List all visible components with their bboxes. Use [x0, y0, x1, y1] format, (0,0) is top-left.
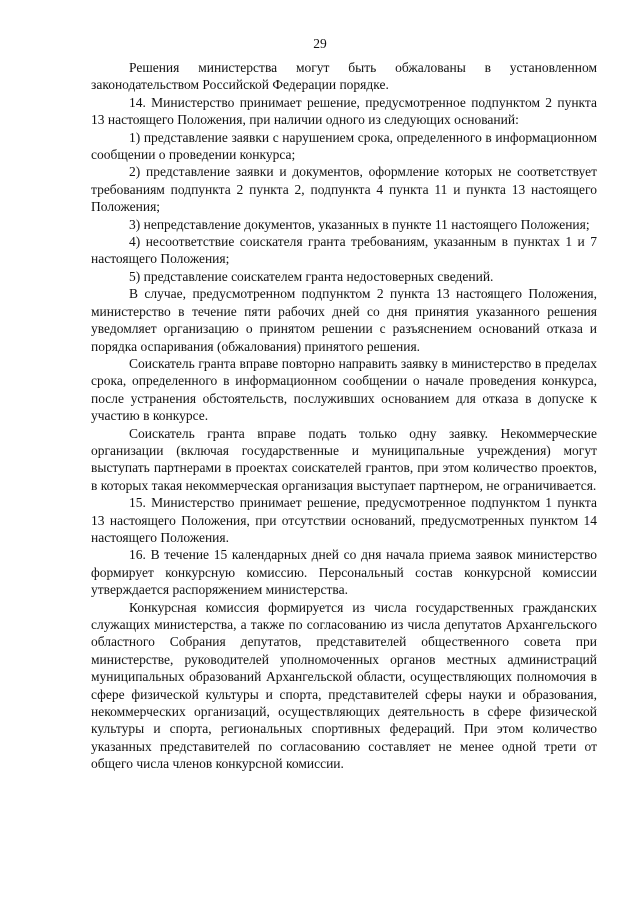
paragraph-14-intro: 14. Министерство принимает решение, предусмотренное подпунктом 2 пункта 13 настоящего Положения, при наличии одного из следующих оснований: [91, 94, 597, 128]
document-body [91, 59, 597, 773]
paragraph-14-item-2: 2) представление заявки и документов, оформление которых не соответствует требованиям подпункта 2 пункта 2, подпункта 4 пункта 11 и пункта 13 настоящего Положения; [91, 164, 597, 215]
paragraph-single-application: Соискатель гранта вправе подать только одну заявку. Некоммерческие организации (включая государственные и муниципальные учреждения) могут выступать партнерами в проектах соискателей грантов, при этом количество проектов, в которых такая некоммерческая организация выступает партнером, не ограничивается. [91, 425, 597, 493]
paragraph-14-item-4: 4) несоответствие соискателя гранта требованиям, указанным в пунктах 1 и 7 настоящего Положения; [91, 234, 597, 267]
paragraph-notification: В случае, предусмотренном подпунктом 2 пункта 13 настоящего Положения, министерство в течение пяти рабочих дней со дня принятия указанного решения уведомляет организацию о принятом решении с разъяснением оснований отказа и порядка оспаривания (обжалования) принятого решения. [91, 286, 597, 354]
paragraph-16: 16. В течение 15 календарных дней со дня начала приема заявок министерство формирует конкурсную комиссию. Персональный состав конкурсной комиссии утверждается распоряжением министерства. [91, 547, 597, 598]
paragraph-14-item-3: 3) непредставление документов, указанных в пункте 11 настоящего Положения; [129, 216, 590, 232]
paragraph-appeal: Решения министерства могут быть обжалованы в установленном законодательством Российской Федерации порядке. [91, 60, 597, 93]
paragraph-14-item-5: 5) представление соискателем гранта недостоверных сведений. [129, 268, 494, 284]
paragraph-resubmission: Соискатель гранта вправе повторно направить заявку в министерство в пределах срока, определенного в информационном сообщении о начале проведения конкурса, после устранения обстоятельств, послуживших основанием для отказа в допуске к участию в конкурсе. [91, 355, 597, 424]
paragraph-15: 15. Министерство принимает решение, предусмотренное подпунктом 1 пункта 13 настоящего Положения, при отсутствии оснований, предусмотренных пунктом 14 настоящего Положения. [91, 495, 597, 545]
paragraph-commission-composition: Конкурсная комиссия формируется из числа государственных гражданских служащих министерства, а также по согласованию из числа депутатов Архангельского областного Собрания депутатов, представителей общественного совета при министерстве, руководителей уполномоченных органов местных администраций муниципальных образований Архангельской области, осуществляющих полномочия в сфере физической культуры и спорта, представителей сферы науки и образования, некоммерческих организаций, осуществляющих деятельность в сфере физической культуры и спорта, региональных спортивных федераций. При этом количество указанных представителей по согласованию составляет не менее одной трети от общего числа членов конкурсной комиссии. [91, 599, 597, 772]
paragraph-14-item-1: 1) представление заявки с нарушением срока, определенного в информационном сообщении о проведении конкурса; [91, 129, 597, 163]
page-number: 29 [313, 36, 327, 51]
